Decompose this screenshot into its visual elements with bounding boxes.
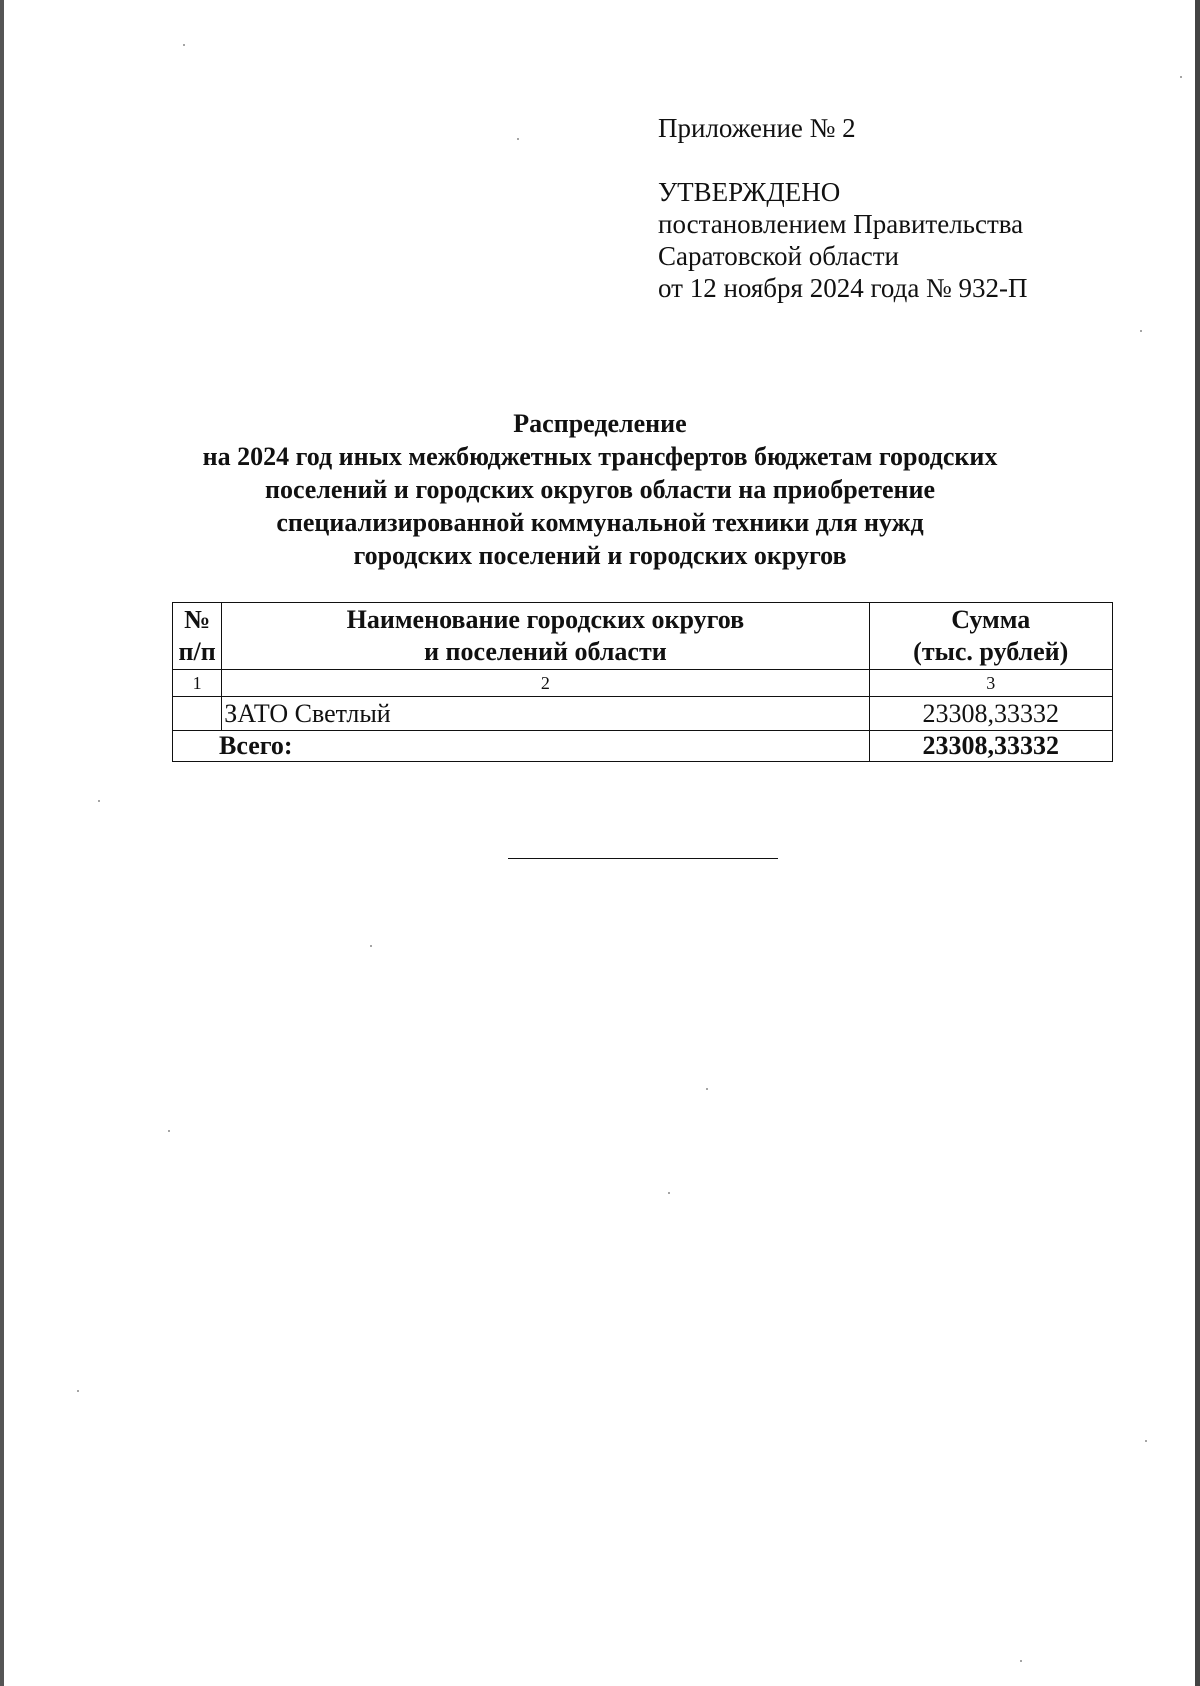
total-sum: 23308,33332 xyxy=(869,731,1113,762)
total-label: Всего: xyxy=(173,731,870,762)
scan-speck xyxy=(706,1088,708,1090)
scan-edge-left xyxy=(0,0,4,1686)
header-sum-line-1: Сумма xyxy=(951,605,1031,634)
title-line-4: специализированной коммунальной техники для нужд xyxy=(276,508,924,537)
distribution-table xyxy=(172,602,1113,762)
row-name: ЗАТО Светлый xyxy=(222,697,869,731)
header-number-line-1: № xyxy=(184,605,211,634)
scan-speck xyxy=(98,800,100,802)
scan-speck xyxy=(168,1130,170,1132)
approval-line-1: постановлением Правительства xyxy=(658,209,1024,239)
approved-label: УТВЕРЖДЕНО xyxy=(658,177,841,207)
approval-line-3: от 12 ноября 2024 года № 932-П xyxy=(658,273,1028,303)
scan-speck xyxy=(1140,330,1142,332)
scan-speck xyxy=(1145,1440,1147,1442)
header-sum xyxy=(869,603,1113,670)
table-header-row xyxy=(173,603,1113,670)
title-line-2: на 2024 год иных межбюджетных трансфертов бюджетам городских xyxy=(202,442,998,471)
end-rule xyxy=(508,858,778,859)
column-index-2: 2 xyxy=(222,670,869,697)
title-line-3: поселений и городских округов области на приобретение xyxy=(264,475,936,504)
appendix-label: Приложение № 2 xyxy=(658,113,856,143)
header-name xyxy=(222,603,869,670)
document-title xyxy=(150,407,1050,572)
scan-speck xyxy=(77,1390,79,1392)
total-row xyxy=(173,731,1113,762)
approval-line-2: Саратовской области xyxy=(658,241,899,271)
column-index-1: 1 xyxy=(173,670,222,697)
header-name-line-1: Наименование городских округов xyxy=(346,605,745,634)
scan-speck xyxy=(668,1192,670,1194)
row-number xyxy=(173,697,222,731)
header-number-line-2: п/п xyxy=(178,637,216,666)
scan-speck xyxy=(517,138,519,140)
title-line-1: Распределение xyxy=(513,409,687,438)
scan-speck xyxy=(370,945,372,947)
column-index-row xyxy=(173,670,1113,697)
row-sum: 23308,33332 xyxy=(869,697,1113,731)
header-name-line-2: и поселений области xyxy=(424,637,667,666)
scan-speck xyxy=(183,44,185,46)
header-number xyxy=(173,603,222,670)
scan-speck xyxy=(1020,1660,1022,1662)
title-line-5: городских поселений и городских округов xyxy=(353,541,847,570)
table-row xyxy=(173,697,1113,731)
scan-speck xyxy=(1180,76,1182,78)
column-index-3: 3 xyxy=(869,670,1113,697)
scan-edge-right xyxy=(1195,0,1200,1686)
header-sum-line-2: (тыс. рублей) xyxy=(913,637,1069,666)
approval-block xyxy=(658,112,1028,304)
